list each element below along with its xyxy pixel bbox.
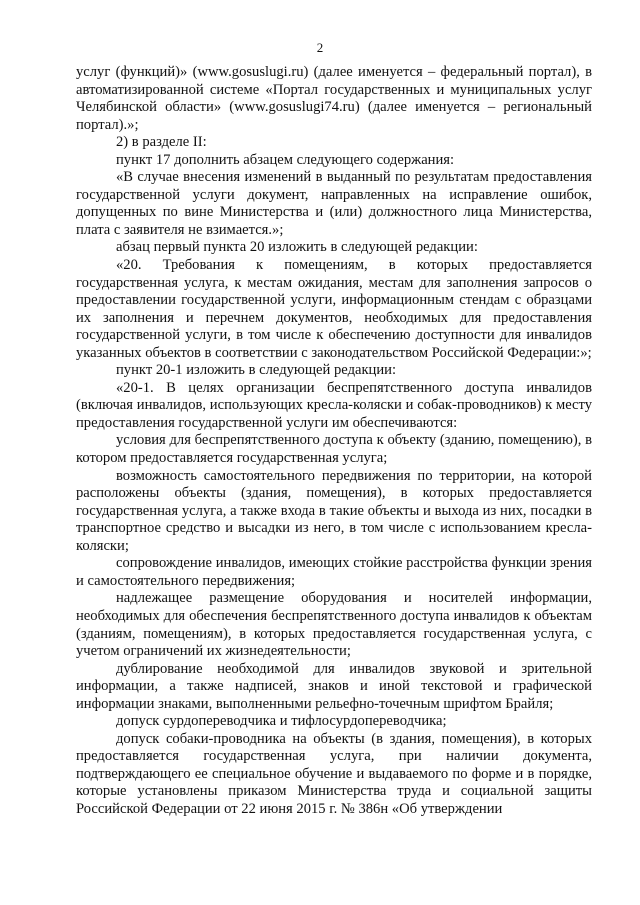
paragraph-escort: сопровождение инвалидов, имеющих стойкие расстройства функции зрения и самостоятельного передвижения; — [76, 555, 592, 589]
paragraph-independent-movement: возможность самостоятельного передвижения по территории, на которой расположены объекты (здания, помещения), в которых предоставляется государственная услуга, а также входа в такие объекты и выхода из них, посадки в транспортное средство и высадки из него, в том числе с использованием кресла-коляски; — [76, 467, 592, 554]
paragraph-item-20-1-quote: «20-1. В целях организации беспрепятственного доступа инвалидов (включая инвалидов, использующих кресла-коляски и собак-проводников) к месту предоставления государственной услуги им обеспечиваются: — [76, 379, 592, 431]
paragraph-guide-dog-admission: допуск собаки-проводника на объекты (в здания, помещения), в которых предоставляется государственная услуга, при наличии документа, подтверждающего ее специальное обучение и выдаваемого по форме и в порядке, которые установлены приказом Министерства труда и социальной защиты Российской Федерации от 22 июня 2015 г. № 386н «Об утверждении — [76, 730, 592, 817]
paragraph-item-20-amendment: абзац первый пункта 20 изложить в следующей редакции: — [116, 239, 478, 256]
paragraph-section-ii-heading: 2) в разделе II: — [116, 134, 207, 151]
paragraph-interpreter-admission: допуск сурдопереводчика и тифлосурдопереводчика; — [116, 713, 447, 730]
paragraph-access-conditions: условия для беспрепятственного доступа к объекту (зданию, помещению), в котором предоставляется государственная услуга; — [76, 432, 592, 467]
paragraph-information-duplication: дублирование необходимой для инвалидов звуковой и зрительной информации, а также надписей, знаков и иной текстовой и графической информации знаками, выполненными рельефно-точечным шрифтом Брайля; — [76, 660, 592, 712]
page-number: 2 — [316, 40, 324, 55]
paragraph-item-20-1-amendment: пункт 20-1 изложить в следующей редакции: — [116, 362, 397, 379]
paragraph-item-17-amendment: пункт 17 дополнить абзацем следующего содержания: — [116, 151, 455, 168]
paragraph-item-20-quote: «20. Требования к помещениям, в которых предоставляется государственная услуга, к местам ожидания, местам для заполнения запросов о предоставлении государственной услуги, информационным стендам с образцами их заполнения и перечнем документов, необходимых для предоставления государственной услуги, в том числе к обеспечению доступности для инвалидов указанных объектов в соответствии с законодательством Российской Федерации:»; — [76, 257, 592, 361]
paragraph-equipment-placement: надлежащее размещение оборудования и носителей информации, необходимых для обеспечения беспрепятственного доступа инвалидов к объектам (зданиям, помещениям), в которых предоставляется государственная услуга, с учетом ограничений их жизнедеятельности; — [76, 590, 592, 660]
paragraph-fee-exemption-quote: «В случае внесения изменений в выданный по результатам предоставления государственной услуги документ, направленных на исправление ошибок, допущенных по вине Министерства и (или) должностного лица Министерства, плата с заявителя не взимается.»; — [76, 169, 592, 238]
paragraph-continued-portal-definition: услуг (функций)» (www.gosuslugi.ru) (далее именуется – федеральный портал), в автоматизированной системе «Портал государственных и муниципальных услуг Челябинской области» (www.gosuslugi74.ru) (далее именуется – региональный портал).»; — [76, 64, 592, 133]
document-body — [76, 64, 592, 819]
